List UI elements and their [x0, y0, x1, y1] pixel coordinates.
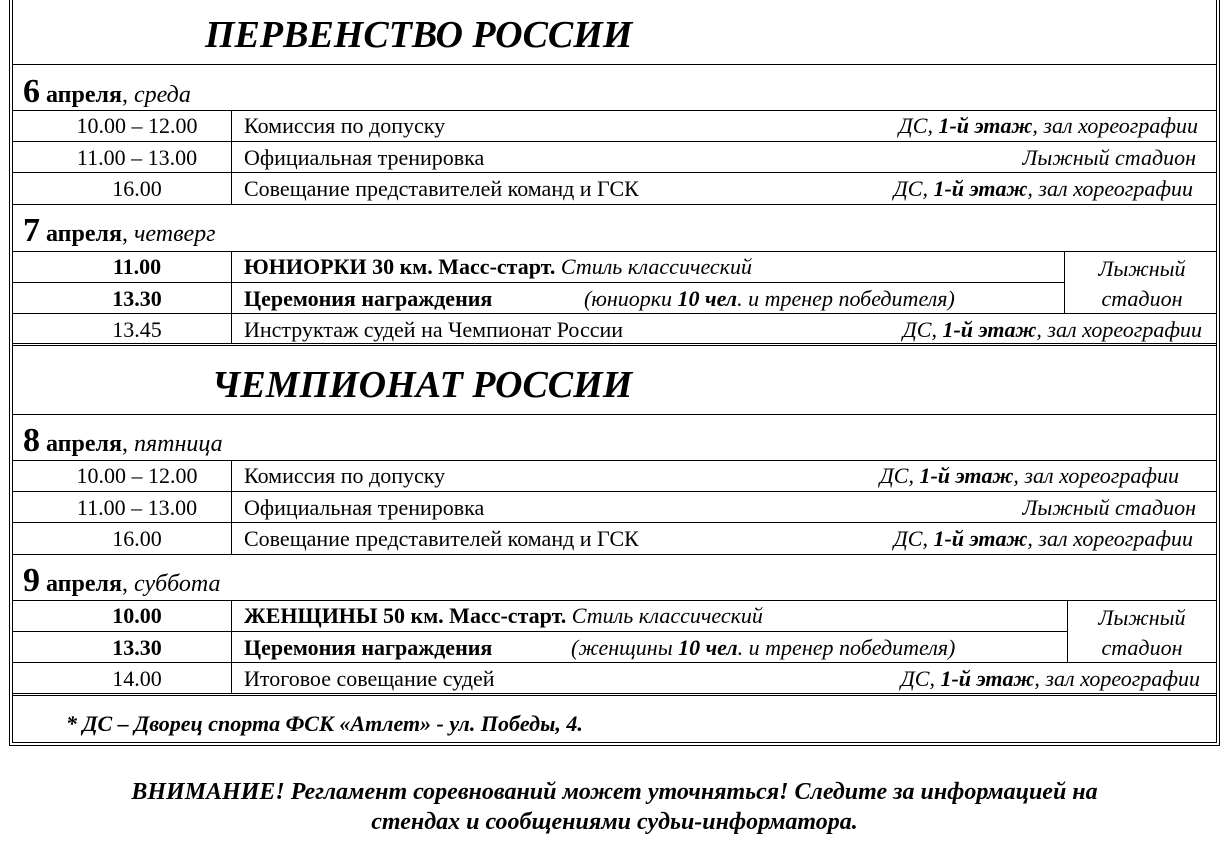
attention-line-1: ВНИМАНИЕ! Регламент соревнований может уточняться! Следите за информацией на — [131, 779, 1098, 805]
stadium-label: стадион — [1101, 635, 1183, 660]
section-divider — [12, 693, 1217, 696]
column-divider — [1064, 251, 1065, 313]
row-event: Инструктаж судей на Чемпионат России — [244, 317, 624, 342]
column-divider — [231, 460, 232, 554]
column-divider — [231, 251, 232, 343]
row-time: 11.00 – 13.00 — [76, 495, 198, 520]
race-time: 11.00 — [112, 254, 162, 279]
race-time: 10.00 — [112, 603, 162, 628]
row-event: Итоговое совещание судей — [244, 666, 495, 691]
stadium-label: Лыжный — [1098, 256, 1186, 281]
divider — [12, 141, 1217, 142]
section-divider — [12, 343, 1217, 346]
divider — [12, 313, 1217, 314]
divider — [12, 491, 1217, 492]
stadium-label: Лыжный — [1098, 605, 1186, 630]
column-divider — [231, 600, 232, 693]
row-event: Комиссия по допуску — [244, 463, 446, 488]
day-heading-7: 7 апреля, четверг — [23, 212, 216, 249]
row-event: Официальная тренировка — [244, 145, 485, 170]
race-event: ЖЕНЩИНЫ 50 км. Масс-старт. Стиль классический — [244, 603, 763, 628]
section-title-second: ЧЕМПИОНАТ РОССИИ — [212, 364, 633, 406]
row-location: Лыжный стадион — [1022, 495, 1196, 520]
row-time: 16.00 — [112, 526, 162, 551]
ceremony-time: 13.30 — [112, 286, 162, 311]
row-event: Совещание представителей команд и ГСК — [244, 176, 639, 201]
row-event: Официальная тренировка — [244, 495, 485, 520]
divider — [12, 110, 1217, 111]
divider — [12, 522, 1217, 523]
divider — [12, 662, 1217, 663]
divider — [12, 460, 1217, 461]
divider — [12, 172, 1217, 173]
divider — [12, 282, 1064, 283]
row-location: ДС, 1-й этаж, зал хореографии — [879, 463, 1179, 488]
ceremony-note: (юниорки 10 чел. и тренер победителя) — [584, 286, 955, 311]
ceremony-event: Церемония награждения — [244, 635, 493, 660]
ceremony-event: Церемония награждения — [244, 286, 493, 311]
row-location: ДС, 1-й этаж, зал хореографии — [893, 526, 1193, 551]
divider — [12, 600, 1217, 601]
row-time: 14.00 — [112, 666, 162, 691]
row-time: 10.00 – 12.00 — [76, 113, 198, 138]
row-time: 13.45 — [112, 317, 162, 342]
row-location: ДС, 1-й этаж, зал хореографии — [898, 113, 1198, 138]
row-time: 16.00 — [112, 176, 162, 201]
column-divider — [1067, 600, 1068, 662]
row-location: ДС, 1-й этаж, зал хореографии — [902, 317, 1202, 342]
row-event: Совещание представителей команд и ГСК — [244, 526, 639, 551]
divider — [12, 64, 1217, 65]
row-event: Комиссия по допуску — [244, 113, 446, 138]
divider — [12, 414, 1217, 415]
stadium-label: стадион — [1101, 286, 1183, 311]
attention-line-2: стендах и сообщениями судьи-информатора. — [371, 809, 858, 835]
row-time: 10.00 – 12.00 — [76, 463, 198, 488]
day-heading-9: 9 апреля, суббота — [23, 562, 221, 599]
day-heading-8: 8 апреля, пятница — [23, 422, 223, 459]
divider — [12, 251, 1217, 252]
footnote: * ДС – Дворец спорта ФСК «Атлет» - ул. Победы, 4. — [66, 711, 583, 736]
row-location: ДС, 1-й этаж, зал хореографии — [900, 666, 1200, 691]
divider — [12, 631, 1067, 632]
row-location: ДС, 1-й этаж, зал хореографии — [893, 176, 1193, 201]
ceremony-time: 13.30 — [112, 635, 162, 660]
ceremony-note: (женщины 10 чел. и тренер победителя) — [571, 635, 956, 660]
row-location: Лыжный стадион — [1022, 145, 1196, 170]
day-heading-6: 6 апреля, среда — [23, 73, 191, 110]
section-title-first: ПЕРВЕНСТВО РОССИИ — [205, 14, 633, 56]
divider — [12, 554, 1217, 555]
row-time: 11.00 – 13.00 — [76, 145, 198, 170]
column-divider — [231, 110, 232, 204]
race-event: ЮНИОРКИ 30 км. Масс-старт. Стиль классический — [244, 254, 752, 279]
divider — [12, 204, 1217, 205]
